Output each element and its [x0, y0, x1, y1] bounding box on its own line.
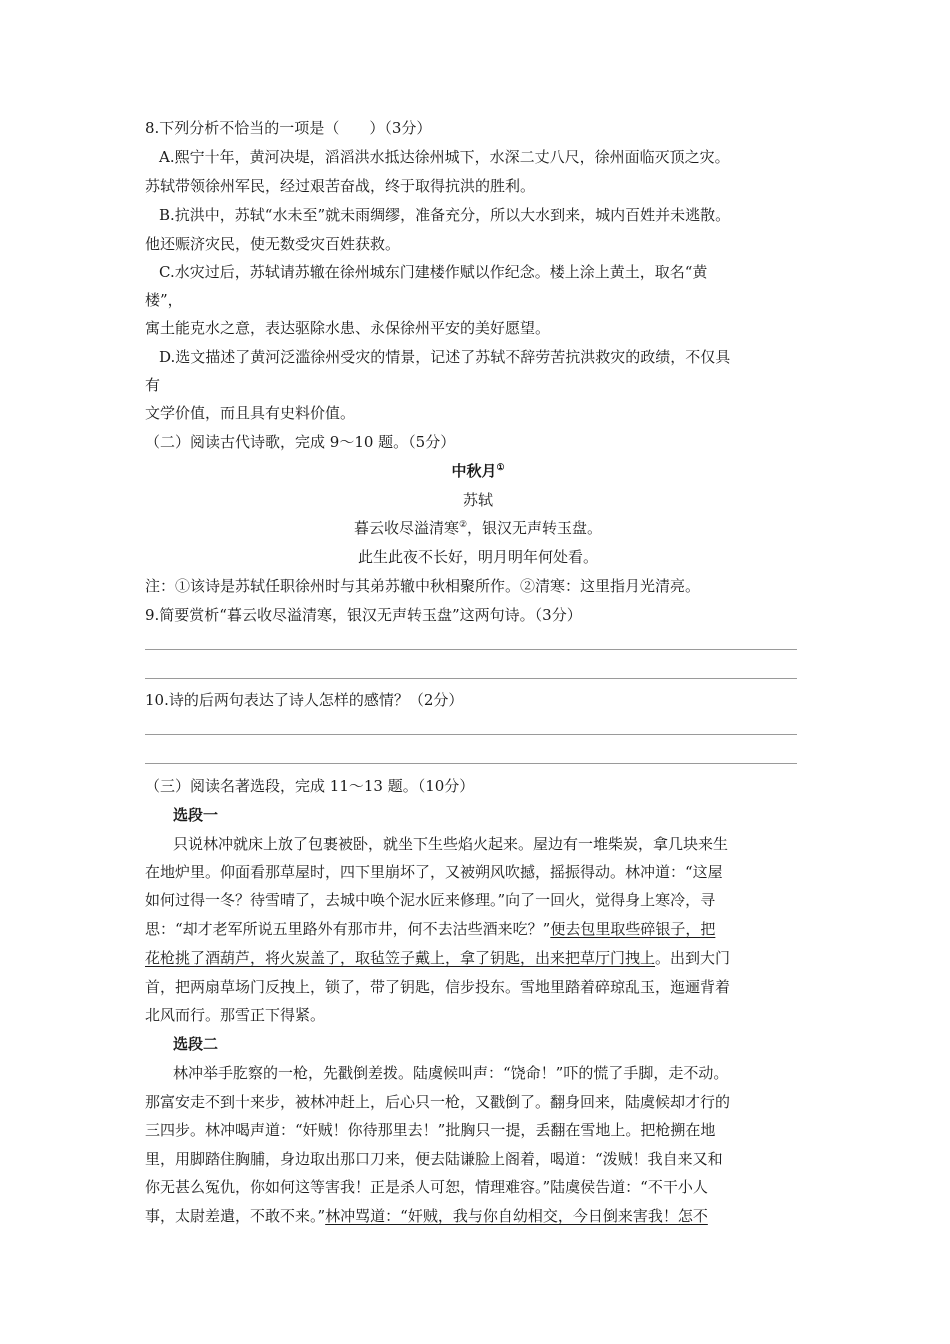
q8-option-a-line2: 苏轼带领徐州军民，经过艰苦奋战，终于取得抗洪的胜利。 — [145, 177, 536, 195]
excerpt-2-line2: 那富安走不到十来步，被林冲赶上，后心只一枪，又戳倒了。翻身回来，陆虞候却才行的 — [145, 1093, 731, 1111]
excerpt-1-line3: 如何过得一冬？待雪晴了，去城中唤个泥水匠来修理。”向了一回火，觉得身上寒冷，寻 — [145, 891, 716, 909]
q8-option-d-line1: D.选文描述了黄河泛滥徐州受灾的情景，记述了苏轼不辞劳苦抗洪救灾的政绩，不仅具 — [159, 348, 731, 366]
q8-option-d-line2: 有 — [145, 376, 161, 394]
q8-option-b-line1: B.抗洪中，苏轼“水未至”就未雨绸缪，准备充分，所以大水到来，城内百姓并未逃散。 — [159, 206, 731, 224]
q8-stem: 8.下列分析不恰当的一项是（ ）（3分） — [145, 119, 432, 137]
answer-line-q10-2 — [145, 763, 797, 764]
excerpt-1-underlined-text-a: 便去包里取些碎银子，把 — [550, 920, 716, 938]
answer-line-q9-1 — [145, 649, 797, 650]
excerpt-1-title: 选段一 — [173, 806, 219, 824]
poem-line-footnote-mark: ② — [458, 520, 468, 530]
excerpt-2-line3: 三四步。林冲喝声道：“奸贼！你待那里去！”批胸只一提，丢翻在雪地上。把枪搠在地 — [145, 1121, 716, 1139]
excerpt-1-line7: 北风而行。那雪正下得紧。 — [145, 1006, 326, 1024]
excerpt-1-line4: 思：“却才老军所说五里路外有那市井，何不去沽些酒来吃？”便去包里取些碎银子，把 — [145, 920, 716, 938]
excerpt-1-line2: 在地炉里。仰面看那草屋时，四下里崩坏了，又被朔风吹撼，摇振得动。林冲道：“这屋 — [145, 863, 723, 881]
poem-title: 中秋月① — [451, 462, 505, 480]
poem-author: 苏轼 — [462, 491, 493, 509]
poem-line-2: 此生此夜不长好，明月明年何处看。 — [357, 548, 598, 566]
excerpt-2-line5: 你无甚么冤仇，你如何这等害我！正是杀人可恕，情理难容。”陆虞侯告道：“不干小人 — [145, 1178, 708, 1196]
section2-heading: （二）阅读古代诗歌，完成 9～10 题。（5分） — [145, 433, 456, 451]
q8-option-a-line1: A.熙宁十年，黄河决堤，滔滔洪水抵达徐州城下，水深二丈八尺，徐州面临灭顶之灾。 — [159, 148, 730, 166]
excerpt-1-underlined-text-b: 花枪挑了酒葫芦，将火炭盖了，取毡笠子戴上，拿了钥匙，出来把草厅门拽上 — [145, 949, 656, 967]
excerpt-2-line6: 事，太尉差遣，不敢不来。”林冲骂道：“奸贼，我与你自幼相交，今日倒来害我！怎不 — [145, 1207, 708, 1225]
q8-option-c-line2: 楼”， — [145, 291, 183, 309]
q8-option-b-line2: 他还赈济灾民，使无数受灾百姓获救。 — [145, 235, 401, 253]
excerpt-2-underlined-text: 林冲骂道：“奸贼，我与你自幼相交，今日倒来害我！怎不 — [325, 1207, 708, 1225]
q8-option-c-line1: C.水灾过后，苏轼请苏辙在徐州城东门建楼作赋以作纪念。楼上涂上黄土，取名“黄 — [159, 263, 708, 281]
poem-note: 注：①该诗是苏轼任职徐州时与其弟苏辙中秋相聚所作。②清寒：这里指月光清亮。 — [145, 577, 701, 595]
poem-line-1: 暮云收尽溢清寒②，银汉无声转玉盘。 — [353, 519, 603, 537]
poem-title-footnote-mark: ① — [496, 463, 505, 473]
answer-line-q10-1 — [145, 734, 797, 735]
section3-heading: （三）阅读名著选段，完成 11～13 题。（10分） — [145, 777, 475, 795]
question-10: 10.诗的后两句表达了诗人怎样的感情？（2分） — [145, 691, 464, 709]
question-9: 9.简要赏析“暮云收尽溢清寒，银汉无声转玉盘”这两句诗。（3分） — [145, 606, 582, 624]
excerpt-1-line6: 首，把两扇草场门反拽上，锁了，带了钥匙，信步投东。雪地里踏着碎琼乱玉，迤逦背着 — [145, 978, 731, 996]
answer-line-q9-2 — [145, 678, 797, 679]
q8-option-c-line3: 寓土能克水之意，表达驱除水患、永保徐州平安的美好愿望。 — [145, 319, 551, 337]
q8-option-d-line3: 文学价值，而且具有史料价值。 — [145, 404, 356, 422]
excerpt-1-line5: 花枪挑了酒葫芦，将火炭盖了，取毡笠子戴上，拿了钥匙，出来把草厅门拽上。出到大门 — [145, 949, 731, 967]
excerpt-2-line4: 里，用脚踏住胸脯，身边取出那口刀来，便去陆谦脸上阁着，喝道：“泼贼！我自来又和 — [145, 1150, 723, 1168]
excerpt-2-line1: 林冲举手肐察的一枪，先戳倒差拨。陆虞候叫声：“饶命！”吓的慌了手脚，走不动。 — [173, 1064, 729, 1082]
excerpt-1-line1: 只说林冲就床上放了包裹被卧，就坐下生些焰火起来。屋边有一堆柴炭，拿几块来生 — [173, 835, 729, 853]
excerpt-2-title: 选段二 — [173, 1035, 219, 1053]
